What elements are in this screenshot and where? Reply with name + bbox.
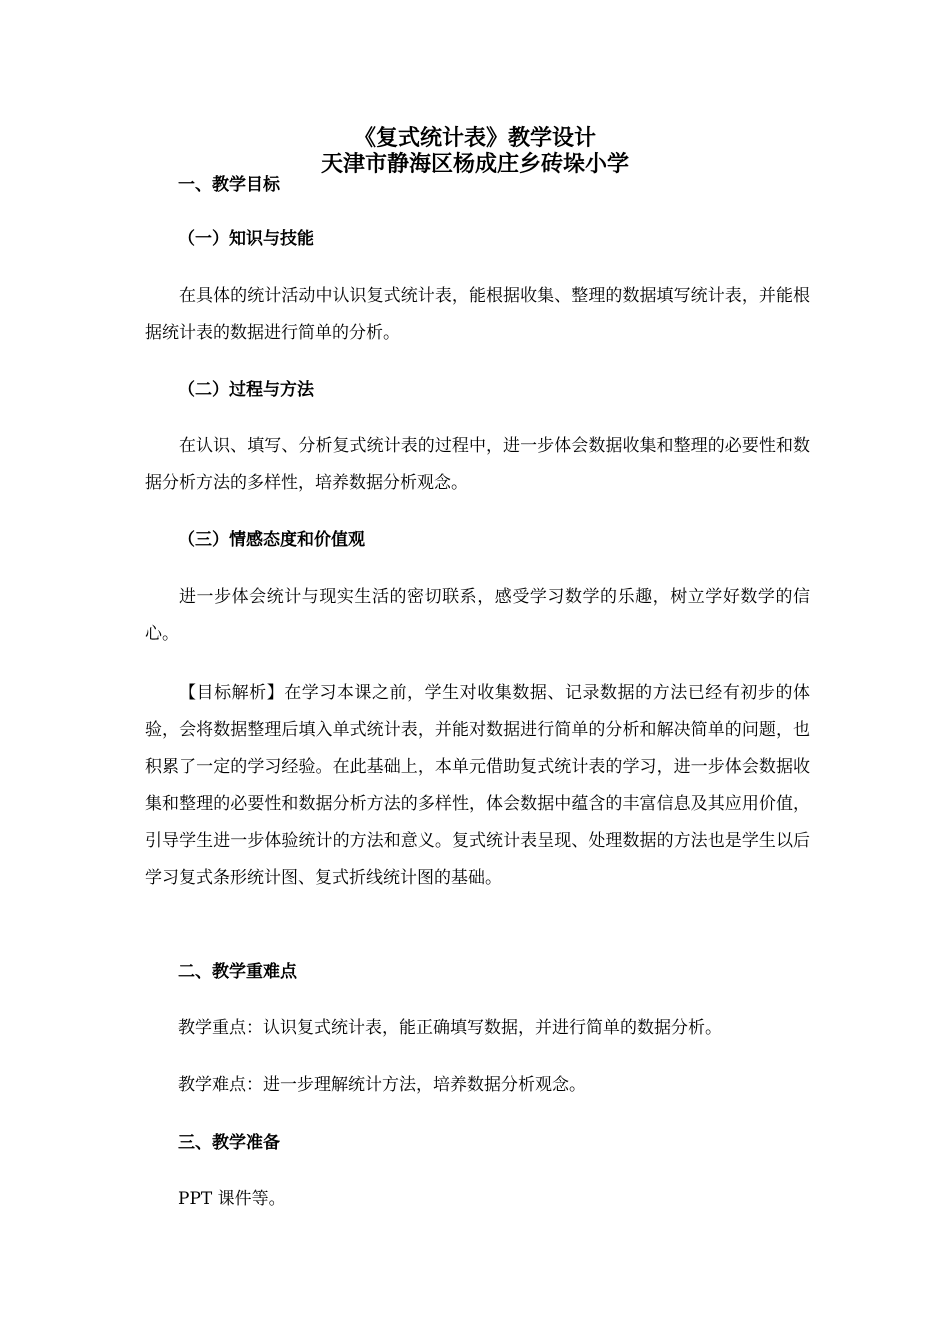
section-1-heading: 一、教学目标 — [178, 175, 280, 195]
school-name: 天津市静海区杨成庄乡砖垛小学 — [320, 151, 629, 177]
section-2-heading: 二、教学重难点 — [178, 962, 297, 982]
objective-analysis: 【目标解析】在学习本课之前，学生对收集数据、记录数据的方法已经有初步的体验，会将数据整理后填入单式统计表，并能对数据进行简单的分析和解决简单的问题，也积累了一定的学习经验。在此基础上，本单元借助复式统计表的学习，进一步体会数据收集和整理的必要性和数据分析方法的多样性，体会数据中蕴含的丰富信息及其应用价值，引导学生进一步体验统计的方法和意义。复式统计表呈现、处理数据的方法也是学生以后学习复式条形统计图、复式折线统计图的基础。 — [145, 683, 810, 888]
subsection-3-text: 进一步体会统计与现实生活的密切联系，感受学习数学的乐趣，树立学好数学的信心。 — [145, 587, 810, 644]
subsection-2-text: 在认识、填写、分析复式统计表的过程中，进一步体会数据收集和整理的必要性和数据分析方法的多样性，培养数据分析观念。 — [145, 436, 810, 493]
subsection-3-heading: （三）情感态度和价值观 — [178, 530, 365, 550]
key-point-text: 教学重点：认识复式统计表，能正确填写数据，并进行简单的数据分析。 — [178, 1018, 722, 1038]
preparation-text: PPT 课件等。 — [178, 1189, 286, 1209]
subsection-2-heading: （二）过程与方法 — [178, 380, 314, 400]
subsection-1-text: 在具体的统计活动中认识复式统计表，能根据收集、整理的数据填写统计表，并能根据统计表的数据进行简单的分析。 — [145, 286, 810, 343]
difficult-point-text: 教学难点：进一步理解统计方法，培养数据分析观念。 — [178, 1075, 586, 1095]
document-title: 《复式统计表》教学设计 — [353, 125, 596, 151]
section-3-heading: 三、教学准备 — [178, 1133, 280, 1153]
subsection-1-heading: （一）知识与技能 — [178, 229, 314, 249]
